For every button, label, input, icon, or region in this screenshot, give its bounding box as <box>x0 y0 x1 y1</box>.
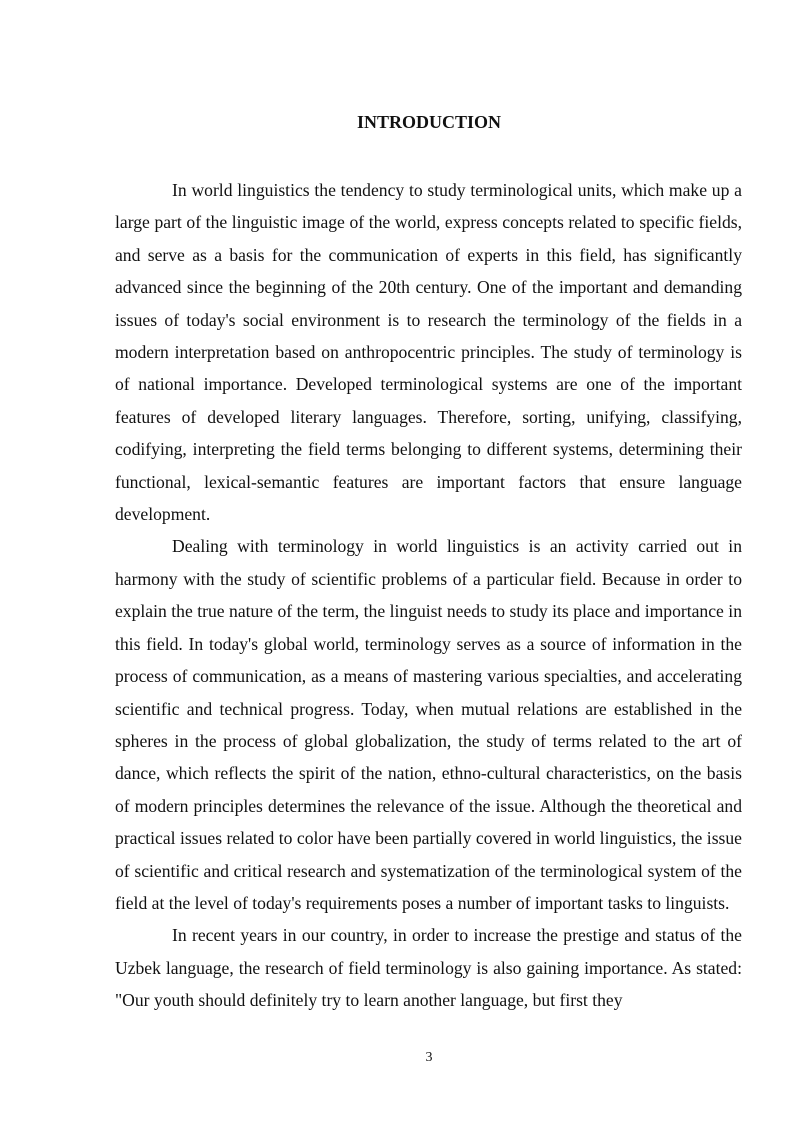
document-body <box>115 174 742 1017</box>
page-number: 3 <box>425 1050 433 1065</box>
paragraph-3: In recent years in our country, in order to increase the prestige and status of the Uzbek language, the research of field terminology is also gaining importance. As stated: "Our youth should definitely try to learn another language, but first they <box>115 925 742 1011</box>
page-title: INTRODUCTION <box>356 112 502 132</box>
paragraph-2: Dealing with terminology in world linguistics is an activity carried out in harmony with the study of scientific problems of a particular field. Because in order to explain the true nature of the term, the linguist needs to study its place and importance in this field. In today's global world, terminology serves as a source of information in the process of communication, as a means of mastering various specialties, and accelerating scientific and technical progress. Today, when mutual relations are established in the spheres in the process of global globalization, the study of terms related to the art of dance, which reflects the spirit of the nation, ethno-cultural characteristics, on the basis of modern principles determines the relevance of the issue. Although the theoretical and practical issues related to color have been partially covered in world linguistics, the issue of scientific and critical research and systematization of the terminological system of the field at the level of today's requirements poses a number of important tasks to linguists. <box>115 536 742 913</box>
paragraph-1: In world linguistics the tendency to study terminological units, which make up a large part of the linguistic image of the world, express concepts related to specific fields, and serve as a basis for the communication of experts in this field, has significantly advanced since the beginning of the 20th century. One of the important and demanding issues of today's social environment is to research the terminology of the fields in a modern interpretation based on anthropocentric principles. The study of terminology is of national importance. Developed terminological systems are one of the important features of developed literary languages. Therefore, sorting, unifying, classifying, codifying, interpreting the field terms belonging to different systems, determining their functional, lexical-semantic features are important factors that ensure language development. <box>115 180 742 525</box>
